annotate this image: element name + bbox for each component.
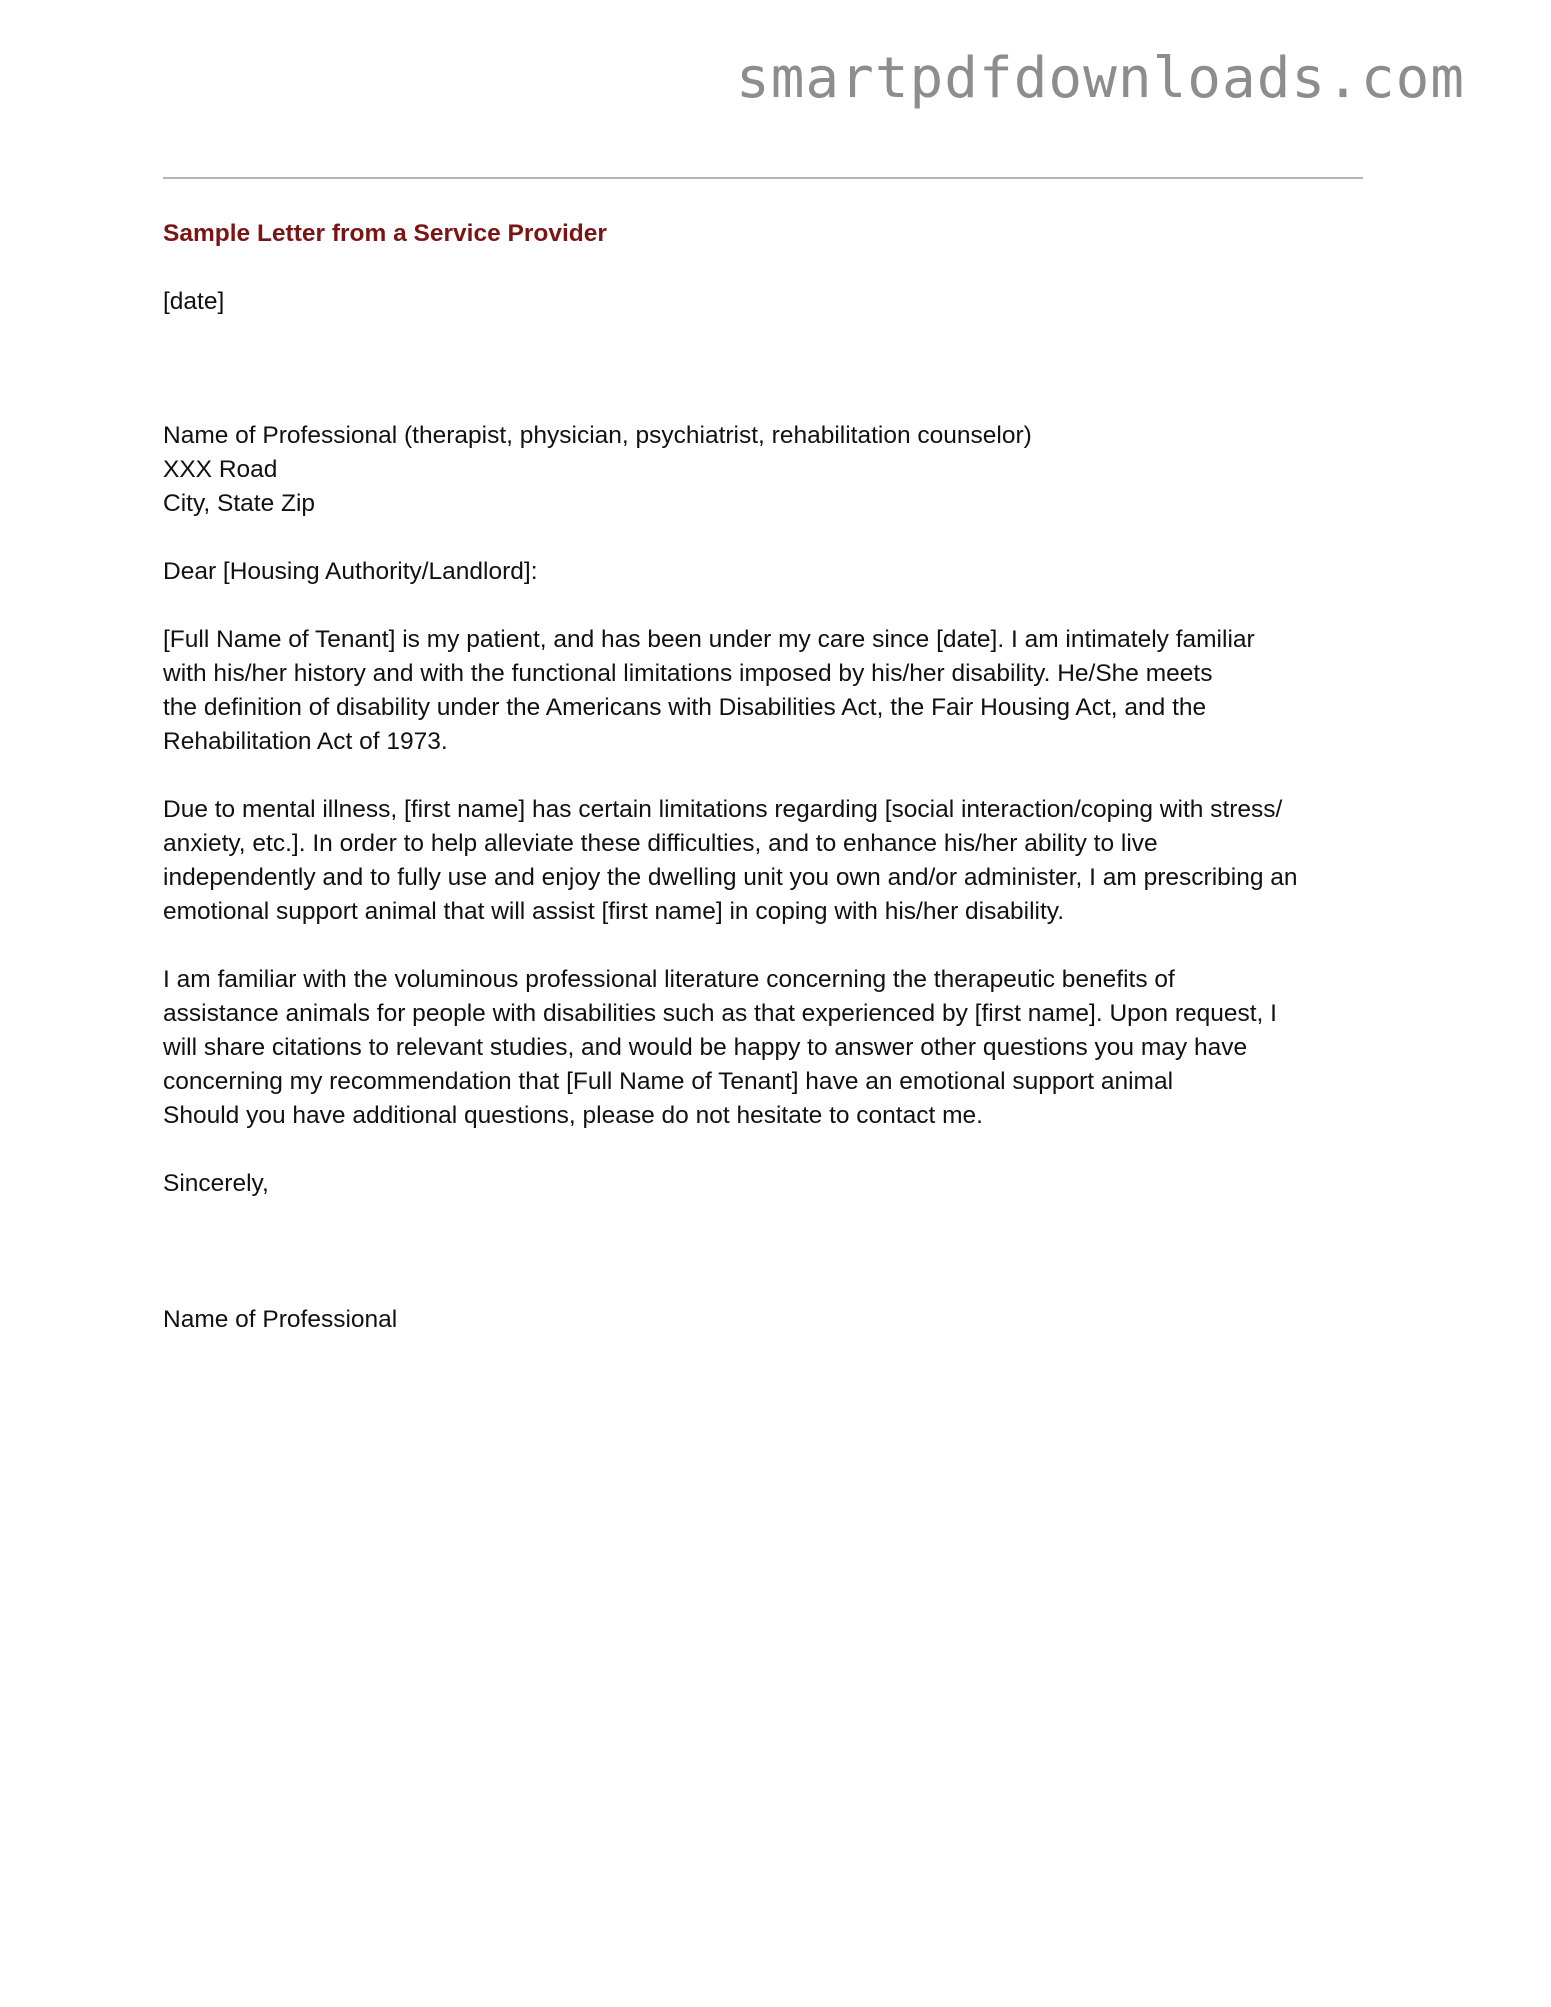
paragraph-line: concerning my recommendation that [Full Name of Tenant] have an emotional support animal <box>163 1068 1174 1095</box>
sender-name-line: Name of Professional (therapist, physician, psychiatrist, rehabilitation counselor) <box>163 422 1032 449</box>
signature-name: Name of Professional <box>163 1306 398 1333</box>
sender-street: XXX Road <box>163 456 278 483</box>
paragraph-line: anxiety, etc.]. In order to help alleviate these difficulties, and to enhance his/her ability to live <box>163 830 1158 857</box>
body-paragraph-2 <box>163 793 1403 929</box>
body-paragraph-3 <box>163 963 1403 1133</box>
letter-heading: Sample Letter from a Service Provider <box>163 220 607 247</box>
paragraph-line: emotional support animal that will assist [first name] in coping with his/her disability. <box>163 898 1064 925</box>
paragraph-line: will share citations to relevant studies, and would be happy to answer other questions you may have <box>163 1034 1248 1061</box>
paragraph-line: independently and to fully use and enjoy the dwelling unit you own and/or administer, I am prescribing an <box>163 864 1298 891</box>
paragraph-line: Rehabilitation Act of 1973. <box>163 728 448 755</box>
letter-body <box>163 217 1403 1337</box>
paragraph-line: the definition of disability under the Americans with Disabilities Act, the Fair Housing Act, and the <box>163 694 1207 721</box>
paragraph-line: Due to mental illness, [first name] has certain limitations regarding [social interaction/coping with stress/ <box>163 796 1283 823</box>
paragraph-line: Should you have additional questions, please do not hesitate to contact me. <box>163 1102 983 1129</box>
salutation: Dear [Housing Authority/Landlord]: <box>163 558 538 585</box>
watermark-text: smartpdfdownloads.com <box>735 46 1465 111</box>
paragraph-line: I am familiar with the voluminous professional literature concerning the therapeutic benefits of <box>163 966 1175 993</box>
sender-address <box>163 419 1403 521</box>
header-divider <box>163 177 1363 179</box>
sender-city-state-zip: City, State Zip <box>163 490 316 517</box>
paragraph-line: [Full Name of Tenant] is my patient, and has been under my care since [date]. I am intimately familiar <box>163 626 1255 653</box>
paragraph-line: assistance animals for people with disabilities such as that experienced by [first name]. Upon request, I <box>163 1000 1277 1027</box>
paragraph-line: with his/her history and with the functional limitations imposed by his/her disability. He/She meets <box>163 660 1213 687</box>
body-paragraph-1 <box>163 623 1403 759</box>
date-placeholder: [date] <box>163 288 225 315</box>
closing: Sincerely, <box>163 1170 269 1197</box>
